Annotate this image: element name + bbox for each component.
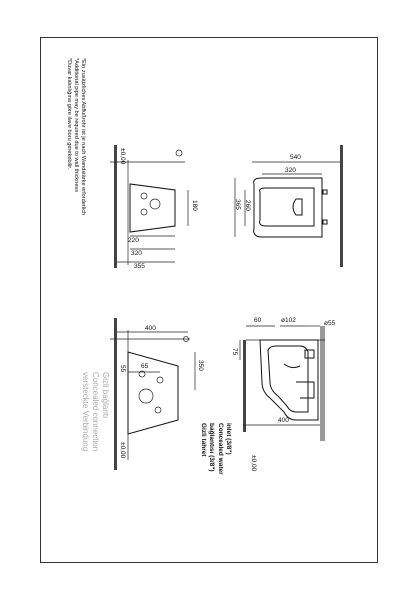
- fixing-square-tr-1: [323, 190, 327, 194]
- note-en: *Additional pipe may be required due to wall thickness: [73, 58, 79, 193]
- inlet-box-br: [305, 350, 314, 358]
- inlet-line-1: Gizli tahret: [200, 423, 207, 457]
- dim-320-tr: 320: [285, 167, 296, 174]
- dim-180: 180: [191, 200, 198, 211]
- zero-level-tl: ±0,00: [119, 148, 126, 165]
- top-right-view: [234, 145, 343, 267]
- dim-400-bl: 400: [145, 325, 156, 332]
- water-surface-br: [284, 364, 300, 368]
- note-de: *Ein zusätzliches Abflußrohr ist je nach Wandstärke erforderlich: [80, 58, 86, 216]
- inlet-line-2: bağlantısı (3/8"): [208, 423, 215, 472]
- outlet-circle-tl: [150, 199, 160, 209]
- bowl-section-outer: [260, 340, 318, 420]
- dim-phi102: ø102: [281, 317, 296, 324]
- dim-365: 365: [234, 199, 241, 210]
- bowl-outline-tr: [254, 178, 322, 237]
- zero-level-bl: ±0,00: [119, 442, 126, 459]
- dim-phi55: ø55: [324, 320, 336, 327]
- dim-260: 260: [244, 200, 251, 211]
- zero-level-br: ±0,00: [250, 455, 257, 472]
- concealed-en: Concealed connection: [91, 372, 100, 452]
- dim-355: 355: [134, 263, 145, 270]
- bottom-right-view: [231, 317, 336, 472]
- bowl-inner-tr: [260, 188, 314, 226]
- inlet-line-3: Concealed water: [217, 423, 224, 475]
- flush-outlet-tr: [293, 199, 302, 215]
- dim-75: 75: [231, 348, 238, 356]
- dim-65: 65: [141, 363, 149, 370]
- dim-320-tl: 320: [131, 250, 142, 257]
- fixing-hole-bl-3: [155, 407, 161, 413]
- wall-hatch-br: [320, 326, 325, 441]
- floor-line-br: [243, 340, 246, 432]
- concealed-de: versteckte Verbindung: [81, 372, 90, 452]
- concealed-tr: Gizli bağlantı: [101, 372, 110, 419]
- fixing-hole-tl-2: [141, 209, 147, 215]
- fixing-square-tr-2: [323, 220, 327, 224]
- bowl-profile-bl: [128, 352, 178, 434]
- dim-60: 60: [254, 317, 262, 324]
- notes-block: [66, 58, 86, 215]
- wall-line-tr: [340, 145, 343, 267]
- top-left-view: [110, 145, 198, 270]
- concealed-connection-label: [81, 372, 110, 451]
- dim-220: 220: [128, 237, 139, 244]
- wall-line-tl: [114, 145, 117, 268]
- dim-55: 55: [119, 365, 126, 373]
- inlet-circle-tl: [176, 150, 182, 156]
- note-tr: *Duvar kalınlığına göre ilave boru gerekebilir.: [66, 58, 72, 170]
- dim-540: 540: [290, 154, 301, 161]
- trap-outlet-br: [296, 382, 314, 398]
- dim-400-br: 400: [278, 417, 289, 424]
- bottom-left-view: [110, 318, 204, 470]
- inlet-line-4: inlet (3/8"): [225, 423, 232, 455]
- fixing-hole-tl-1: [141, 193, 147, 199]
- water-inlet-label: [200, 423, 232, 475]
- fixing-hole-bl-2: [157, 377, 163, 383]
- dim-350: 350: [197, 360, 204, 371]
- outlet-circle-bl: [139, 389, 153, 403]
- wall-line-bl: [114, 318, 117, 470]
